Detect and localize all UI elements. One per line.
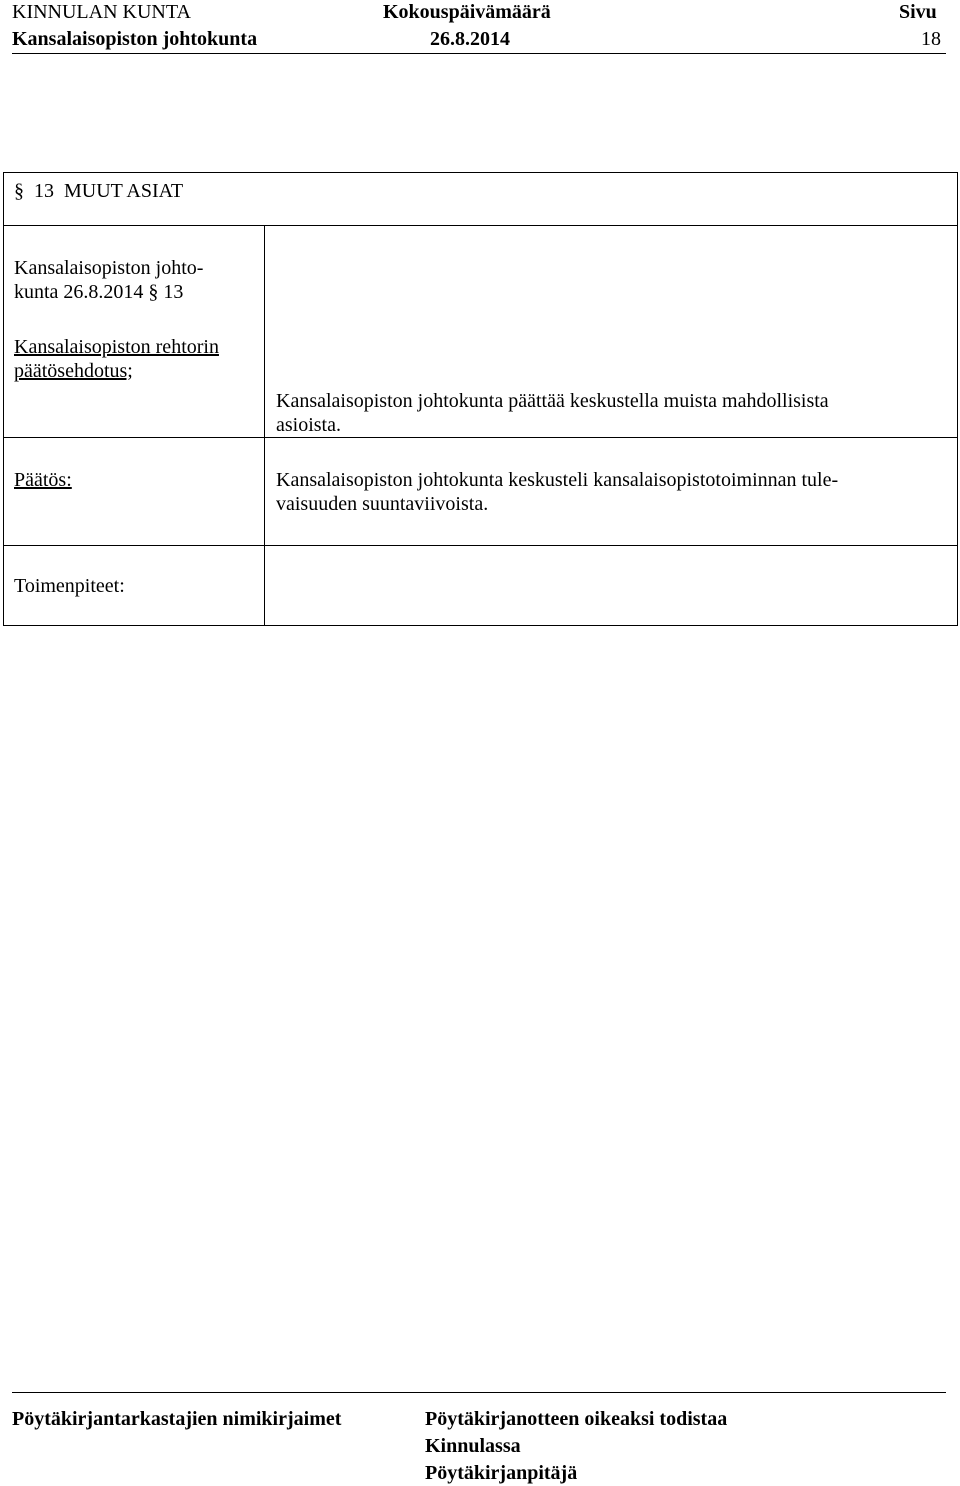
municipality-name: KINNULAN KUNTA <box>12 1 191 23</box>
meeting-date: 26.8.2014 <box>430 28 510 50</box>
actions-label: Toimenpiteet: <box>14 575 125 597</box>
section-title: 13 MUUT ASIAT <box>34 180 184 202</box>
minutes-table <box>3 172 958 626</box>
footer-keeper: Pöytäkirjanpitäjä <box>425 1462 578 1484</box>
proposal-text-line-2: asioista. <box>276 414 341 436</box>
page-number: 18 <box>921 28 941 50</box>
section-symbol: § <box>14 180 24 202</box>
decision-label-cell <box>4 438 265 546</box>
reference-line-2: kunta 26.8.2014 § 13 <box>14 281 184 303</box>
decision-text-cell <box>265 438 958 546</box>
decision-text-line-2: vaisuuden suuntaviivoista. <box>276 493 489 515</box>
proposal-label-line-1: Kansalaisopiston rehtorin <box>14 336 219 358</box>
actions-text-cell <box>265 546 958 626</box>
proposal-label-line-2: päätösehdotus; <box>14 360 133 382</box>
proposal-label-cell <box>4 226 265 438</box>
decision-label: Päätös: <box>14 469 72 491</box>
footer-inspectors: Pöytäkirjantarkastajien nimikirjaimet <box>12 1408 342 1430</box>
meeting-date-label: Kokouspäivämäärä <box>383 1 551 23</box>
decision-row <box>4 438 958 546</box>
proposal-text-cell <box>265 226 958 438</box>
footer-place: Kinnulassa <box>425 1435 521 1457</box>
decision-text-line-1: Kansalaisopiston johtokunta keskusteli kansalaisopistotoiminnan tule- <box>276 469 839 491</box>
actions-row <box>4 546 958 626</box>
page-label: Sivu <box>899 1 937 23</box>
footer-certify: Pöytäkirjanotteen oikeaksi todistaa <box>425 1408 728 1430</box>
section-heading <box>4 173 958 226</box>
actions-label-cell <box>4 546 265 626</box>
committee-name: Kansalaisopiston johtokunta <box>12 28 258 50</box>
section-row <box>4 173 958 226</box>
reference-line-1: Kansalaisopiston johto- <box>14 257 204 279</box>
proposal-text-line-1: Kansalaisopiston johtokunta päättää keskustella muista mahdollisista <box>276 390 829 412</box>
header-rule <box>12 53 946 54</box>
proposal-row <box>4 226 958 438</box>
footer-rule <box>12 1392 946 1393</box>
